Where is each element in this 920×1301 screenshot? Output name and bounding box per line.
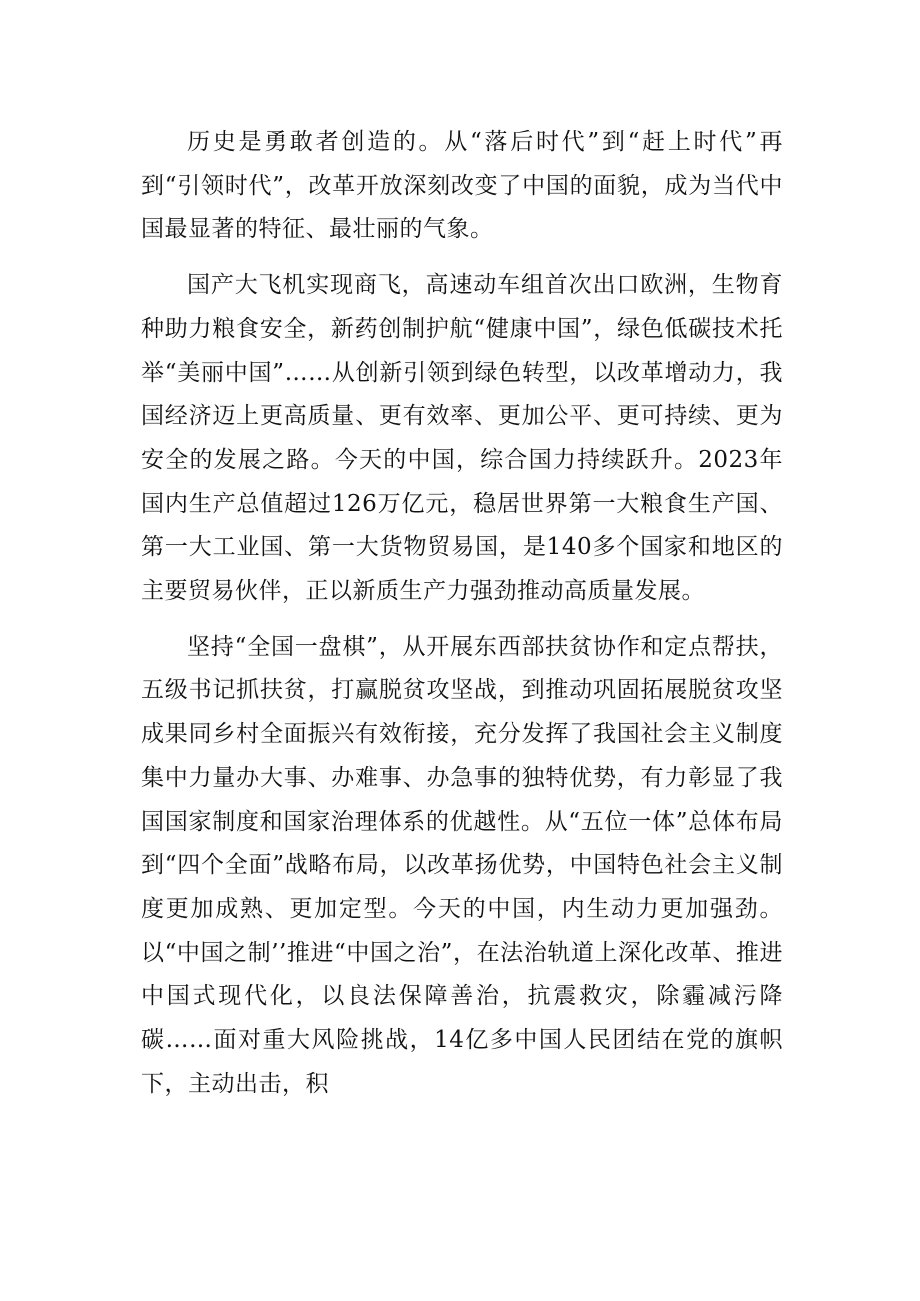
document-body: [141, 121, 783, 1118]
paragraph-1: 历史是勇敢者创造的。从“落后时代”到“赶上时代”再到“引领时代”，改革开放深刻改变了中国的面貌，成为当代中国最显著的特征、最壮丽的气象。: [141, 129, 783, 243]
paragraph-3: 坚持“全国一盘棋”，从开展东西部扶贫协作和定点帮扶，五级书记抓扶贫，打赢脱贫攻坚战，到推动巩固拓展脱贫攻坚成果同乡村全面振兴有效衔接，充分发挥了我国社会主义制度集中力量办大事、办难事、办急事的独特优势，有力彰显了我国国家制度和国家治理体系的优越性。从“五位一体”总体布局到“四个全面”战略布局，以改革扬优势，中国特色社会主义制度更加成熟、更加定型。今天的中国，内生动力更加强劲。以“中国之制’’推进“中国之治”，在法治轨道上深化改革、推进中国式现代化，以良法保障善治，抗震救灾，除霾减污降碳……面对重大风险挑战，14亿多中国人民团结在党的旗帜下，主动出击，积: [141, 633, 783, 1097]
paragraph-2: 国产大飞机实现商飞，高速动车组首次出口欧洲，生物育种助力粮食安全，新药创制护航“健康中国”，绿色低碳技术托举“美丽中国”……从创新引领到绿色转型，以改革增动力，我国经济迈上更高质量、更有效率、更加公平、更可持续、更为安全的发展之路。今天的中国，综合国力持续跃升。2023年国内生产总值超过126万亿元，稳居世界第一大粮食生产国、第一大工业国、第一大货物贸易国，是140多个国家和地区的主要贸易伙伴，正以新质生产力强劲推动高质量发展。: [141, 272, 783, 605]
